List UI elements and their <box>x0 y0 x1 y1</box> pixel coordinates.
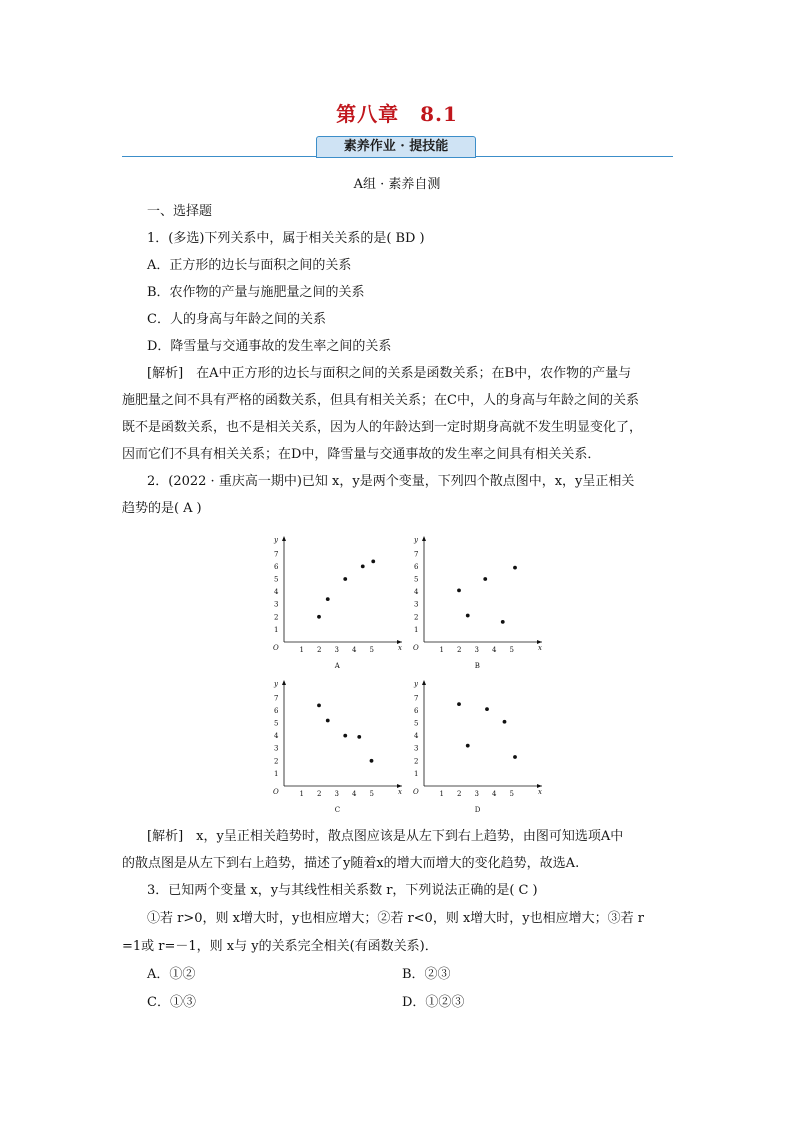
y-axis-label: y <box>414 536 418 544</box>
y-axis-arrow <box>422 680 426 685</box>
scatter-svg-c <box>268 678 408 814</box>
x-tick-label: 4 <box>352 646 357 654</box>
y-axis-label: y <box>274 536 278 544</box>
y-axis-label: y <box>274 680 278 688</box>
y-tick-label: 1 <box>274 625 279 634</box>
panel-label: C <box>334 806 341 814</box>
y-tick-label: 5 <box>414 575 419 584</box>
x-tick-label: 2 <box>317 646 322 654</box>
q2-stem-text: 趋势的是( <box>122 501 180 516</box>
x-tick-label: 1 <box>439 646 444 654</box>
y-axis-label: y <box>414 680 418 688</box>
x-tick-label: 3 <box>474 646 479 654</box>
x-tick-label: 3 <box>334 790 339 798</box>
q1-answer: BD <box>395 231 416 246</box>
scatter-point <box>501 620 505 624</box>
x-axis-label: x <box>398 788 402 796</box>
y-tick-label: 4 <box>414 588 419 597</box>
page-title: 第八章 8.1 <box>336 102 458 126</box>
scatter-point <box>466 744 470 748</box>
scatter-point <box>370 759 374 763</box>
scatter-point <box>457 702 461 706</box>
y-tick-label: 6 <box>274 706 279 715</box>
section-heading: 一、选择题 <box>147 204 213 219</box>
scatter-point <box>466 614 470 618</box>
x-tick-label: 1 <box>439 790 444 798</box>
x-tick-label: 5 <box>509 646 514 654</box>
scatter-point <box>343 577 347 581</box>
q3-option-c: C．①③ <box>147 995 196 1010</box>
x-tick-label: 2 <box>457 790 462 798</box>
q2-stem-line1: 2．(2022 · 重庆高一期中)已知 x，y是两个变量，下列四个散点图中，x，y呈正相关 <box>147 474 635 489</box>
q1-analysis-line: 因而它们不具有相关关系；在D中，降雪量与交通事故的发生率之间具有相关关系． <box>122 447 601 462</box>
q1-analysis-line: [解析] 在A中正方形的边长与面积之间的关系是函数关系；在B中，农作物的产量与 <box>147 366 632 381</box>
x-tick-label: 3 <box>474 790 479 798</box>
x-axis-label: x <box>538 644 542 652</box>
scatter-plot-d <box>408 678 548 814</box>
q1-close: ) <box>419 231 425 246</box>
scatter-plot-b <box>408 534 548 670</box>
scatter-point <box>317 615 321 619</box>
x-tick-label: 1 <box>299 646 304 654</box>
x-tick-label: 5 <box>509 790 514 798</box>
y-tick-label: 6 <box>414 562 419 571</box>
scatter-plot-a <box>268 534 408 670</box>
x-axis-label: x <box>398 644 402 652</box>
y-tick-label: 6 <box>274 562 279 571</box>
y-tick-label: 7 <box>414 694 419 703</box>
q3-stem <box>147 882 538 900</box>
y-tick-label: 4 <box>414 732 419 741</box>
y-tick-label: 2 <box>414 613 419 622</box>
y-tick-label: 2 <box>274 757 279 766</box>
scatter-point <box>371 559 375 563</box>
scatter-point <box>317 703 321 707</box>
q1-stem-text: 1．(多选)下列关系中，属于相关关系的是( <box>147 231 392 246</box>
banner-label: 素养作业 · 提技能 <box>316 136 476 158</box>
scatter-point <box>503 720 507 724</box>
y-tick-label: 3 <box>414 600 419 609</box>
x-axis-label: x <box>538 788 542 796</box>
y-tick-label: 5 <box>414 719 419 728</box>
y-tick-label: 6 <box>414 706 419 715</box>
q1-option-d: D．降雪量与交通事故的发生率之间的关系 <box>147 339 392 354</box>
q1-option-b: B．农作物的产量与施肥量之间的关系 <box>147 285 365 300</box>
scatter-point <box>326 719 330 723</box>
q3-stem-text: 3．已知两个变量 x，y与其线性相关系数 r，下列说法正确的是( <box>147 883 515 898</box>
q2-answer: A <box>183 501 193 516</box>
q3-option-d: D．①②③ <box>402 995 465 1010</box>
q3-option-b: B．②③ <box>402 967 451 982</box>
y-tick-label: 3 <box>414 744 419 753</box>
y-axis-arrow <box>282 680 286 685</box>
scatter-point <box>343 734 347 738</box>
q1-option-c: C．人的身高与年龄之间的关系 <box>147 312 326 327</box>
origin-label: O <box>273 644 279 652</box>
q2-stem-line2 <box>122 500 202 518</box>
x-tick-label: 1 <box>299 790 304 798</box>
q1-option-a: A．正方形的边长与面积之间的关系 <box>147 258 352 273</box>
q2-analysis-line: 的散点图是从左下到右上趋势，描述了y随着x的增大而增大的变化趋势，故选A. <box>122 856 580 871</box>
y-tick-label: 3 <box>274 600 279 609</box>
scatter-point <box>457 588 461 592</box>
y-tick-label: 7 <box>274 694 279 703</box>
q3-answer: C <box>518 883 529 898</box>
panel-label: A <box>334 662 340 670</box>
y-tick-label: 4 <box>274 732 279 741</box>
scatter-svg-d <box>408 678 548 814</box>
origin-label: O <box>413 644 419 652</box>
y-tick-label: 5 <box>274 719 279 728</box>
x-tick-label: 4 <box>492 646 497 654</box>
q1-stem <box>147 230 425 248</box>
y-tick-label: 7 <box>274 550 279 559</box>
group-title: A组 · 素养自测 <box>353 177 441 192</box>
q1-analysis-line: 既不是函数关系，也不是相关关系，因为人的年龄达到一定时期身高就不发生明显变化了， <box>122 420 643 435</box>
y-tick-label: 2 <box>414 757 419 766</box>
scatter-point <box>513 755 517 759</box>
x-tick-label: 4 <box>352 790 357 798</box>
scatter-point <box>326 597 330 601</box>
y-tick-label: 4 <box>274 588 279 597</box>
scatter-point <box>485 707 489 711</box>
x-tick-label: 5 <box>369 646 374 654</box>
x-tick-label: 5 <box>369 790 374 798</box>
scatter-point <box>361 565 365 569</box>
scatter-point <box>483 577 487 581</box>
y-axis-arrow <box>282 536 286 541</box>
y-tick-label: 3 <box>274 744 279 753</box>
panel-label: B <box>474 662 480 670</box>
scatter-svg-a <box>268 534 408 670</box>
panel-label: D <box>474 806 481 814</box>
origin-label: O <box>413 788 419 796</box>
y-axis-arrow <box>422 536 426 541</box>
x-tick-label: 3 <box>334 646 339 654</box>
origin-label: O <box>273 788 279 796</box>
x-tick-label: 4 <box>492 790 497 798</box>
q1-analysis-line: 施肥量之间不具有严格的函数关系，但具有相关关系；在C中，人的身高与年龄之间的关系 <box>122 393 639 408</box>
scatter-point <box>357 735 361 739</box>
scatter-point <box>513 566 517 570</box>
x-tick-label: 2 <box>317 790 322 798</box>
scatter-svg-b <box>408 534 548 670</box>
scatter-plot-c <box>268 678 408 814</box>
q3-option-a: A．①② <box>147 967 196 982</box>
y-tick-label: 2 <box>274 613 279 622</box>
y-tick-label: 5 <box>274 575 279 584</box>
y-tick-label: 7 <box>414 550 419 559</box>
q3-statement-line2: =1或 r=－1，则 x与 y的关系完全相关(有函数关系)． <box>122 939 438 954</box>
q2-analysis-line: [解析] x，y呈正相关趋势时，散点图应该是从左下到右上趋势，由图可知选项A中 <box>147 829 624 844</box>
x-tick-label: 2 <box>457 646 462 654</box>
q2-close: ) <box>196 501 202 516</box>
y-tick-label: 1 <box>414 625 419 634</box>
q3-close: ) <box>532 883 538 898</box>
y-tick-label: 1 <box>274 769 279 778</box>
q3-statement-line1: ①若 r>0，则 x增大时，y也相应增大；②若 r<0，则 x增大时，y也相应增大；③若 r <box>147 911 644 926</box>
y-tick-label: 1 <box>414 769 419 778</box>
